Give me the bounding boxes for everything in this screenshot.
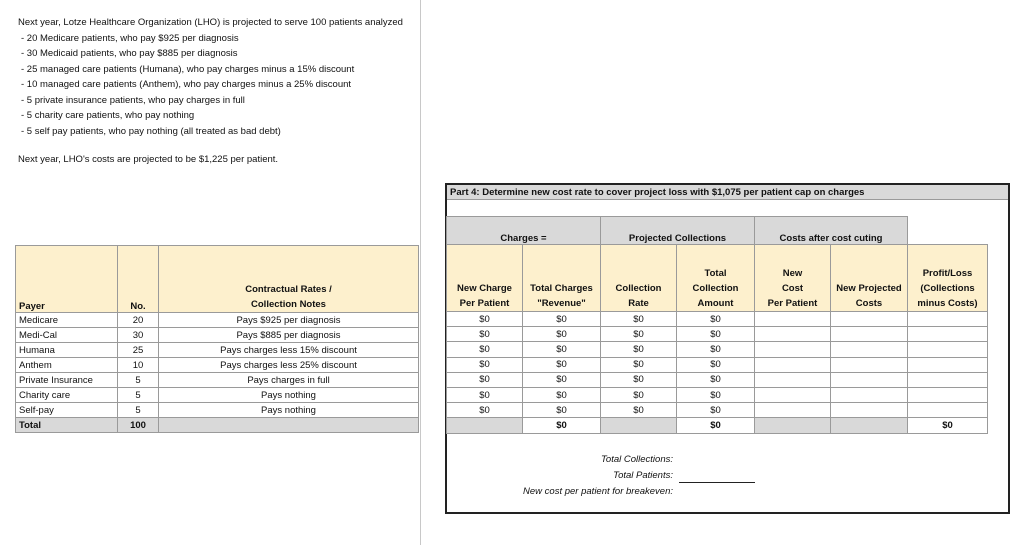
payer-cell[interactable]: Medicare (16, 313, 118, 328)
new-projected-cell[interactable] (831, 312, 908, 327)
group-costs-after-cutting: Costs after cost cuting (755, 217, 908, 245)
note-cell[interactable]: Pays charges less 15% discount (159, 343, 419, 358)
header-total-collection-l3: Amount (697, 298, 734, 309)
part4-panel (445, 183, 1010, 514)
new-cost-breakeven-label: New cost per patient for breakeven: (523, 486, 673, 497)
new-charge-cell[interactable]: $0 (447, 342, 523, 357)
profit-loss-cell[interactable] (908, 312, 988, 327)
new-projected-cell[interactable] (831, 327, 908, 342)
total-collection-cell[interactable]: $0 (677, 342, 755, 357)
total-charges-total[interactable]: $0 (523, 418, 601, 433)
new-cost-cell[interactable] (755, 342, 831, 357)
total-collection-cell[interactable]: $0 (677, 327, 755, 342)
total-collection-rate-cell[interactable] (601, 418, 677, 433)
page-divider (420, 0, 421, 545)
table-row (16, 328, 419, 343)
group-blank (908, 217, 988, 245)
table-row (16, 388, 419, 403)
table-row (447, 312, 988, 327)
new-cost-cell[interactable] (755, 357, 831, 372)
count-cell[interactable]: 10 (118, 358, 159, 373)
header-payer: Payer (16, 246, 118, 313)
collection-rate-cell[interactable]: $0 (601, 357, 677, 372)
new-projected-cell[interactable] (831, 403, 908, 418)
payer-table-header (16, 246, 419, 313)
new-projected-cell[interactable] (831, 342, 908, 357)
new-cost-cell[interactable] (755, 387, 831, 402)
payer-cell[interactable]: Humana (16, 343, 118, 358)
count-cell[interactable]: 25 (118, 343, 159, 358)
header-new-cost (755, 245, 831, 312)
header-total-charges (523, 245, 601, 312)
header-new-projected-l2: Costs (855, 298, 883, 309)
bullet-charity: - 5 charity care patients, who pay nothing (21, 110, 195, 121)
header-profit-loss-l3: minus Costs) (917, 298, 978, 309)
header-total-collection (677, 245, 755, 312)
note-cell[interactable]: Pays charges less 25% discount (159, 358, 419, 373)
header-new-cost-l1: New (782, 268, 803, 279)
count-cell[interactable]: 5 (118, 388, 159, 403)
collection-rate-cell[interactable]: $0 (601, 387, 677, 402)
header-notes (159, 246, 419, 313)
note-cell[interactable]: Pays nothing (159, 403, 419, 418)
cost-line: Next year, LHO's costs are projected to be $1,225 per patient. (18, 154, 279, 165)
header-notes-line1: Contractual Rates / (245, 284, 332, 295)
note-cell[interactable]: Pays $925 per diagnosis (159, 313, 419, 328)
collection-rate-cell[interactable]: $0 (601, 312, 677, 327)
new-charge-cell[interactable]: $0 (447, 312, 523, 327)
header-new-charge (447, 245, 523, 312)
header-new-charge-l2: Per Patient (459, 298, 510, 309)
part4-table (446, 216, 988, 434)
total-new-charge-cell[interactable] (447, 418, 523, 433)
collection-rate-cell[interactable]: $0 (601, 327, 677, 342)
total-row (16, 418, 419, 433)
new-cost-cell[interactable] (755, 403, 831, 418)
payer-cell[interactable]: Self-pay (16, 403, 118, 418)
group-header-row (447, 217, 988, 245)
table-row (447, 387, 988, 402)
total-collection-cell[interactable]: $0 (677, 387, 755, 402)
bullet-private: - 5 private insurance patients, who pay charges in full (21, 94, 245, 106)
header-total-collection-l2: Collection (692, 283, 739, 294)
new-projected-cell[interactable] (831, 372, 908, 387)
payer-cell[interactable]: Private Insurance (16, 373, 118, 388)
table-row (447, 342, 988, 357)
table-row (447, 372, 988, 387)
table-row (16, 403, 419, 418)
total-label[interactable]: Total (16, 418, 118, 433)
total-collection-cell[interactable]: $0 (677, 357, 755, 372)
table-row (16, 313, 419, 328)
total-charges-cell[interactable]: $0 (523, 403, 601, 418)
header-collection-rate (601, 245, 677, 312)
header-new-projected-costs (831, 245, 908, 312)
profit-loss-cell[interactable] (908, 372, 988, 387)
part4-title: Part 4: Determine new cost rate to cover project loss with $1,075 per patient cap on charges (447, 185, 1008, 200)
note-cell[interactable]: Pays nothing (159, 388, 419, 403)
part4-total-row (447, 418, 988, 433)
total-collection-cell[interactable]: $0 (677, 312, 755, 327)
new-charge-cell[interactable]: $0 (447, 327, 523, 342)
profit-loss-cell[interactable] (908, 403, 988, 418)
total-patients-label: Total Patients: (613, 470, 673, 481)
payer-cell[interactable]: Medi-Cal (16, 328, 118, 343)
bullet-selfpay: - 5 self pay patients, who pay nothing (all treated as bad debt) (21, 125, 281, 137)
new-cost-cell[interactable] (755, 327, 831, 342)
profit-loss-cell[interactable] (908, 327, 988, 342)
new-charge-cell[interactable]: $0 (447, 387, 523, 402)
collection-rate-cell[interactable]: $0 (601, 342, 677, 357)
total-count[interactable]: 100 (118, 418, 159, 433)
total-note-cell[interactable] (159, 418, 419, 433)
note-cell[interactable]: Pays $885 per diagnosis (159, 328, 419, 343)
bullet-anthem: - 10 managed care patients (Anthem), who pay charges minus a 25% discount (21, 79, 352, 90)
total-new-projected-cell[interactable] (831, 418, 908, 433)
header-no: No. (118, 246, 159, 313)
header-collection-rate-l2: Rate (628, 298, 649, 309)
part4-header-row (447, 245, 988, 312)
total-charges-cell[interactable]: $0 (523, 387, 601, 402)
payer-cell[interactable]: Charity care (16, 388, 118, 403)
total-charges-cell[interactable]: $0 (523, 327, 601, 342)
profit-loss-cell[interactable] (908, 357, 988, 372)
new-cost-cell[interactable] (755, 372, 831, 387)
new-charge-cell[interactable]: $0 (447, 372, 523, 387)
total-collection-cell[interactable]: $0 (677, 372, 755, 387)
header-profit-loss (908, 245, 988, 312)
total-collection-cell[interactable]: $0 (677, 403, 755, 418)
total-charges-cell[interactable]: $0 (523, 342, 601, 357)
intro-text (18, 15, 420, 139)
total-collection-total[interactable]: $0 (677, 418, 755, 433)
header-new-charge-l1: New Charge (457, 283, 512, 294)
note-cell[interactable]: Pays charges in full (159, 373, 419, 388)
table-row (16, 343, 419, 358)
payer-table (15, 245, 419, 433)
total-charges-cell[interactable]: $0 (523, 372, 601, 387)
header-profit-loss-l2: (Collections (920, 283, 975, 294)
total-charges-cell[interactable]: $0 (523, 312, 601, 327)
bullet-humana: - 25 managed care patients (Humana), who pay charges minus a 15% discount (21, 63, 355, 75)
count-cell[interactable]: 30 (118, 328, 159, 343)
header-total-charges-l1: Total Charges (530, 283, 593, 294)
new-projected-cell[interactable] (831, 357, 908, 372)
total-new-cost-cell[interactable] (755, 418, 831, 433)
intro-heading: Next year, Lotze Healthcare Organization (LHO) is projected to serve 100 patients analyzed (18, 17, 403, 28)
table-row (447, 403, 988, 418)
header-new-cost-l3: Per Patient (767, 298, 818, 309)
table-row (16, 373, 419, 388)
total-charges-cell[interactable]: $0 (523, 357, 601, 372)
header-collection-rate-l1: Collection (615, 283, 662, 294)
header-notes-line2: Collection Notes (251, 299, 326, 310)
total-patients-input-line[interactable] (679, 482, 755, 483)
count-cell[interactable]: 5 (118, 373, 159, 388)
new-charge-cell[interactable]: $0 (447, 403, 523, 418)
bullet-medicaid: - 30 Medicaid patients, who pay $885 per diagnosis (21, 48, 238, 59)
table-row (16, 358, 419, 373)
new-charge-cell[interactable]: $0 (447, 357, 523, 372)
profit-loss-total[interactable]: $0 (908, 418, 988, 433)
collection-rate-cell[interactable]: $0 (601, 403, 677, 418)
collection-rate-cell[interactable]: $0 (601, 372, 677, 387)
header-new-projected-l1: New Projected (836, 283, 902, 294)
payer-cell[interactable]: Anthem (16, 358, 118, 373)
total-collections-label: Total Collections: (601, 454, 673, 465)
count-cell[interactable]: 5 (118, 403, 159, 418)
table-row (447, 327, 988, 342)
profit-loss-cell[interactable] (908, 387, 988, 402)
header-profit-loss-l1: Profit/Loss (922, 268, 973, 279)
new-projected-cell[interactable] (831, 387, 908, 402)
header-total-charges-l2: "Revenue" (537, 298, 586, 309)
header-new-cost-l2: Cost (781, 283, 804, 294)
count-cell[interactable]: 20 (118, 313, 159, 328)
new-cost-cell[interactable] (755, 312, 831, 327)
group-projected-collections: Projected Collections (601, 217, 755, 245)
table-row (447, 357, 988, 372)
profit-loss-cell[interactable] (908, 342, 988, 357)
header-total-collection-l1: Total (704, 268, 727, 279)
group-charges: Charges = (447, 217, 601, 245)
bullet-medicare: - 20 Medicare patients, who pay $925 per diagnosis (21, 32, 239, 44)
